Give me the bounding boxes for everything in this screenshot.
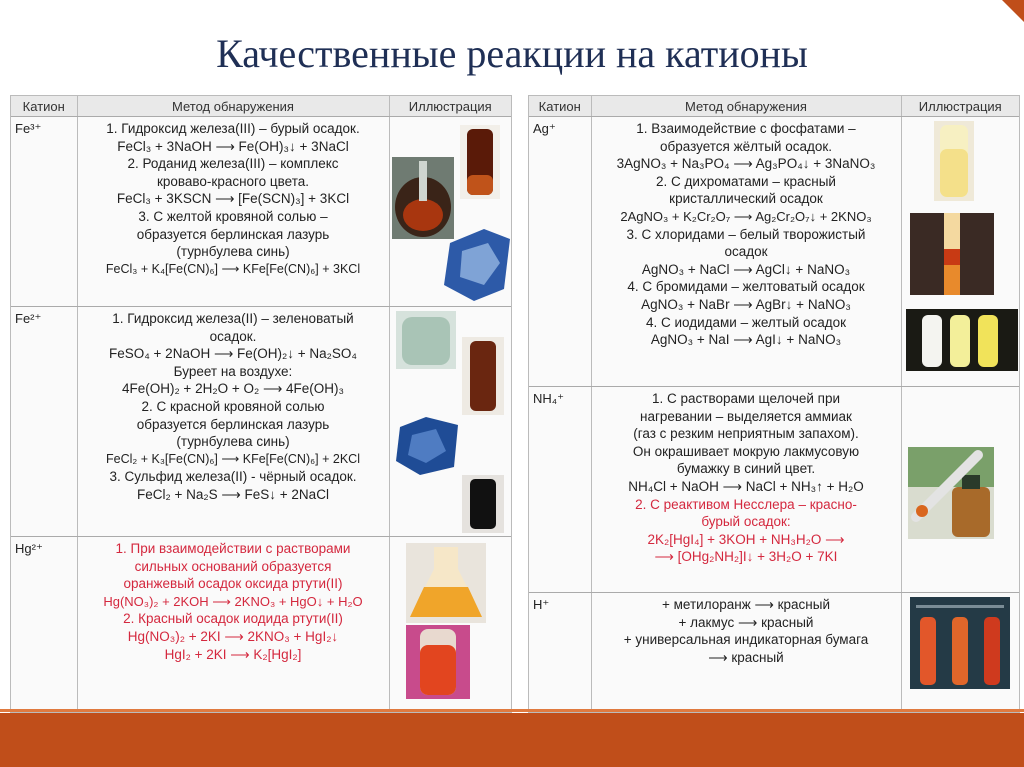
green-precipitate-photo	[396, 311, 456, 369]
method-line: + метилоранж ⟶ красный	[662, 597, 830, 612]
method-line: 2. С красной кровяной солью	[141, 398, 325, 414]
method-line: образуется берлинская лазурь	[136, 226, 330, 242]
yellow-tube-photo	[934, 121, 974, 201]
illustration-fe2	[389, 307, 511, 537]
nessler-photo	[908, 447, 994, 539]
indicator-tubes-photo	[910, 597, 1010, 689]
method-line: Он окрашивает мокрую лакмусовую	[632, 443, 860, 459]
method-line: 3. С хлоридами – белый творожистый	[626, 226, 866, 242]
prussian-blue-photo	[444, 229, 510, 301]
cation-fe3: Fe³⁺	[11, 117, 77, 307]
method-line: кристаллический осадок	[669, 191, 823, 207]
cation-nh4: NH₄⁺	[529, 387, 591, 593]
footer-line	[0, 709, 1024, 712]
method-line: 1. Гидроксид железа(II) – зеленоватый	[112, 311, 354, 326]
header-illustration: Иллюстрация	[389, 96, 511, 117]
right-table	[528, 95, 1020, 713]
method-line: 4Fe(OH)₂ + 2H₂O + O₂ ⟶ 4Fe(OH)₃	[121, 381, 345, 397]
method-line: + лакмус ⟶ красный	[678, 614, 814, 630]
illustration-h	[901, 593, 1019, 713]
footer-bar	[0, 713, 1024, 767]
method-line: 1. Гидроксид железа(III) – бурый осадок.	[106, 121, 360, 136]
method-line: 1. С растворами щелочей при	[651, 391, 841, 406]
method-line: FeCl₃ + K₄[Fe(CN)₆] ⟶ KFe[Fe(CN)₆] + 3KCl	[105, 261, 361, 276]
method-line: 3. Сульфид железа(II) - чёрный осадок.	[109, 469, 357, 485]
method-line: бумажку в синий цвет.	[676, 461, 816, 477]
method-line: Hg(NO₃)₂ + 2KI ⟶ 2KNO₃ + HgI₂↓	[127, 628, 339, 644]
method-line: AgNO₃ + NaBr ⟶ AgBr↓ + NaNO₃	[641, 296, 851, 312]
cation-h: H⁺	[529, 593, 591, 713]
method-line: оранжевый осадок оксида ртути(II)	[123, 576, 343, 592]
method-fe3	[77, 117, 389, 307]
method-line: 2K₂[HgI₄] + 3KOH + NH₃H₂O ⟶	[647, 531, 845, 547]
orange-flask-photo	[406, 543, 486, 623]
method-line: 2AgNO₃ + K₂Cr₂O₇ ⟶ Ag₂Cr₂O₇↓ + 2KNO₃	[620, 208, 872, 224]
method-line: 3AgNO₃ + Na₃PO₄ ⟶ Ag₃PO₄↓ + 3NaNO₃	[616, 156, 876, 172]
method-line: AgNO₃ + NaCl ⟶ AgCl↓ + NaNO₃	[641, 261, 851, 277]
method-line: 2. С дихроматами – красный	[656, 173, 836, 189]
method-line: FeCl₂ + Na₂S ⟶ FeS↓ + 2NaCl	[137, 486, 329, 502]
method-hg2	[77, 537, 389, 713]
method-line: + универсальная индикаторная бумага	[623, 632, 869, 648]
method-line: 1. При взаимодействии с растворами	[115, 541, 351, 556]
red-precipitate-photo	[910, 213, 994, 295]
method-line: 2. С реактивом Несслера – красно-	[635, 496, 857, 512]
method-line: FeSO₄ + 2NaOH ⟶ Fe(OH)₂↓ + Na₂SO₄	[109, 346, 357, 362]
illustration-nh4	[901, 387, 1019, 593]
page-title: Качественные реакции на катионы	[216, 31, 808, 76]
left-table	[10, 95, 512, 713]
method-line: образуется жёлтый осадок.	[659, 138, 833, 154]
method-line: нагревании – выделяется аммиак	[640, 408, 852, 424]
illustration-hg2	[389, 537, 511, 713]
tube-photo	[460, 125, 500, 199]
method-line: кроваво-красного цвета.	[156, 173, 310, 189]
method-line: 2. Красный осадок иодида ртути(II)	[123, 611, 343, 627]
method-line: 4. С иодидами – желтый осадок	[645, 314, 847, 330]
illustration-ag	[901, 117, 1019, 387]
method-line: (газ с резким неприятным запахом).	[633, 426, 859, 442]
illustration-fe3	[389, 117, 511, 307]
method-line: FeCl₃ + 3NaOH ⟶ Fe(OH)₃↓ + 3NaCl	[117, 138, 349, 154]
method-line: (турнбулева синь)	[176, 244, 290, 260]
method-line: AgNO₃ + NaI ⟶ AgI↓ + NaNO₃	[650, 332, 842, 348]
method-line: осадок	[724, 244, 768, 260]
brown-tube-photo	[462, 337, 504, 415]
cation-ag: Ag⁺	[529, 117, 591, 387]
method-line: ⟶ [OHg₂NH₂]I↓ + 3H₂O + 7KI	[654, 549, 838, 565]
three-tubes-photo	[906, 309, 1018, 371]
red-tube-photo	[406, 625, 470, 699]
header-method: Метод обнаружения	[591, 96, 901, 117]
header-method: Метод обнаружения	[77, 96, 389, 117]
method-line: ⟶ красный	[708, 649, 784, 665]
header-illustration: Иллюстрация	[901, 96, 1019, 117]
method-nh4	[591, 387, 901, 593]
header-cation: Катион	[529, 96, 591, 117]
method-line: сильных оснований образуется	[134, 558, 332, 574]
method-line: NH₄Cl + NaOH ⟶ NaCl + NH₃↑ + H₂O	[628, 478, 864, 494]
method-h	[591, 593, 901, 713]
method-line: осадок.	[209, 328, 257, 344]
method-line: 1. Взаимодействие с фосфатами –	[636, 121, 856, 136]
method-line: 2. Роданид железа(III) – комплекс	[127, 156, 339, 172]
method-line: Буреет на воздухе:	[173, 363, 293, 379]
header-cation: Катион	[11, 96, 77, 117]
method-line: образуется берлинская лазурь	[136, 416, 330, 432]
blue-precipitate-photo	[396, 417, 460, 475]
method-line: FeCl₂ + K₃[Fe(CN)₆] ⟶ KFe[Fe(CN)₆] + 2KCl	[106, 451, 360, 466]
cation-hg2: Hg²⁺	[11, 537, 77, 713]
method-line: 4. С бромидами – желтоватый осадок	[627, 279, 865, 295]
cation-fe2: Fe²⁺	[11, 307, 77, 537]
method-line: (турнбулева синь)	[176, 434, 290, 450]
method-line: 3. С желтой кровяной солью –	[138, 208, 328, 224]
method-line: бурый осадок:	[701, 514, 791, 530]
corner-decoration	[1002, 0, 1024, 22]
method-ag	[591, 117, 901, 387]
method-line: FeCl₃ + 3KSCN ⟶ [Fe(SCN)₃] + 3KCl	[116, 191, 350, 207]
method-line: Hg(NO₃)₂ + 2KOH ⟶ 2KNO₃ + HgO↓ + H₂O	[103, 593, 363, 609]
black-tube-photo	[462, 475, 504, 533]
method-line: HgI₂ + 2KI ⟶ K₂[HgI₂]	[164, 646, 302, 662]
flask-photo	[392, 157, 454, 239]
method-fe2	[77, 307, 389, 537]
